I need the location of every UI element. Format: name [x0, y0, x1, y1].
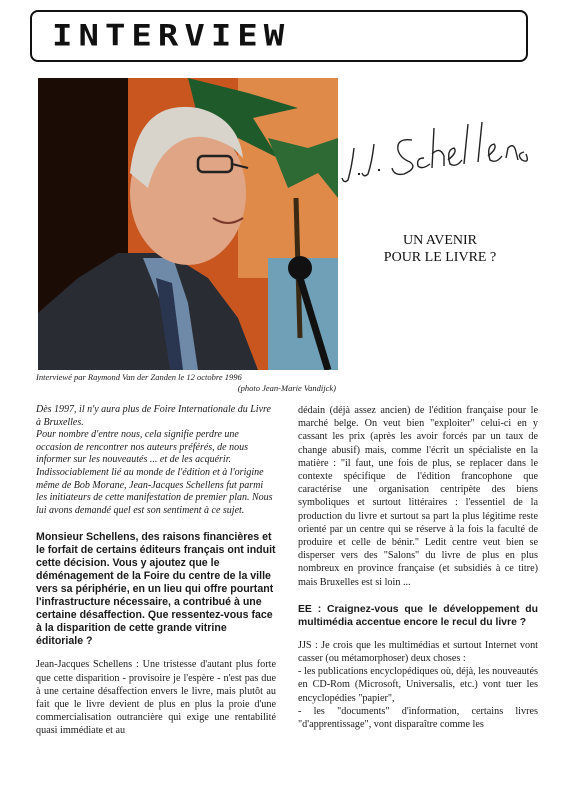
right-column — [298, 404, 538, 731]
question-2: EE : Craignez-vous que le développement du multimédia accentue encore le recul du livre ? — [298, 603, 538, 628]
answer-1-continued: dédain (déjà assez ancien) de l'édition française pour le marché belge. On veut bien "exploiter" celui-ci en y cassant les prix (après les avoir forcés par un taux de change abusif) mais, comme l'écrit un spécialiste en la matière : "il faut, une fois de plus, se replacer dans le contexte spécifique de l'édition francophone que caractérise une organisation centripète des biens symboliques et surtout littéraires : l'essentiel de la production du livre et surtout sa part la plus légitime reste orienté par un centre qui se réserve à la fois la faculté de produire et celle de bénir." Ledit centre veut bien se disperser vers des "Salons" du livre de plus en plus nombreux en province française (et subsidiés à ce titre) mais Bruxelles est si loin ... — [298, 405, 538, 588]
answer-2-paragraph-3: - les "documents" d'information, certains livres "d'apprentissage", vont disparaître comme les — [298, 705, 538, 731]
answer-2-paragraph-2: - les publications encyclopédiques où, déjà, les nouveautés en CD-Rom (Microsoft, Universalis, etc.) vont tuer les encyclopédies "papier", — [298, 666, 538, 704]
intro-paragraph-1: Dès 1997, il n'y aura plus de Foire Internationale du Livre à Bruxelles. — [36, 404, 271, 428]
portrait-photo-image — [38, 78, 338, 370]
caption-line-1: Interviewé par Raymond Van der Zanden le 12 octobre 1996 — [36, 372, 242, 382]
signature-image — [340, 118, 540, 190]
article-headline — [360, 232, 520, 266]
answer-2-paragraph-1: JJS : Je crois que les multimédias et surtout Internet vont casser (ou métamorphoser) deux choses : — [298, 639, 538, 665]
photo-caption — [36, 372, 336, 394]
question-1: Monsieur Schellens, des raisons financières et le forfait de certains éditeurs français ont induit cette décision. Vous y ajoutez que le déménagement de la Foire du centre de la ville vers sa périphérie, en un lieu qui offre pourtant l'infrastructure nécessaire, a contribué à une certaine désaffection. Que ressentez-vous face à la disparition de cette grande vitrine éditoriale ? — [36, 531, 276, 648]
answer-1: Jean-Jacques Schellens : Une tristesse d'autant plus forte que cette disparition - provisoire je l'espère - n'est pas due à une certaine désaffection envers le livre, mais plutôt au fait que le livre devient de plus en plus la proie d'une commercialisation outrancière qui exige une rentabilité quasi immédiate et au — [36, 659, 276, 737]
interview-header — [30, 10, 528, 62]
headline-line-1: UN AVENIR — [402, 233, 478, 248]
handwritten-signature — [340, 118, 540, 190]
header-title: INTERVIEW — [52, 19, 291, 53]
photo-portrait — [38, 78, 338, 370]
photo-credit: (photo Jean-Marie Vandijck) — [237, 383, 336, 393]
left-column — [36, 404, 276, 738]
intro-paragraph-3: Indissociablement lié au monde de l'édition et à l'origine même de Bob Morane, Jean-Jacques Schellens fut parmi les initiateurs de cette manifestation de premier plan. Nous lui avons demandé quel est son sentiment à ce sujet. — [36, 466, 273, 516]
intro-paragraph-2: Pour nombre d'entre nous, cela signifie perdre une occasion de rencontrer nos auteurs préférés, de nous informer sur les nouveautés ... et de les acquérir. — [36, 429, 249, 466]
headline-line-2: POUR LE LIVRE ? — [383, 250, 497, 265]
